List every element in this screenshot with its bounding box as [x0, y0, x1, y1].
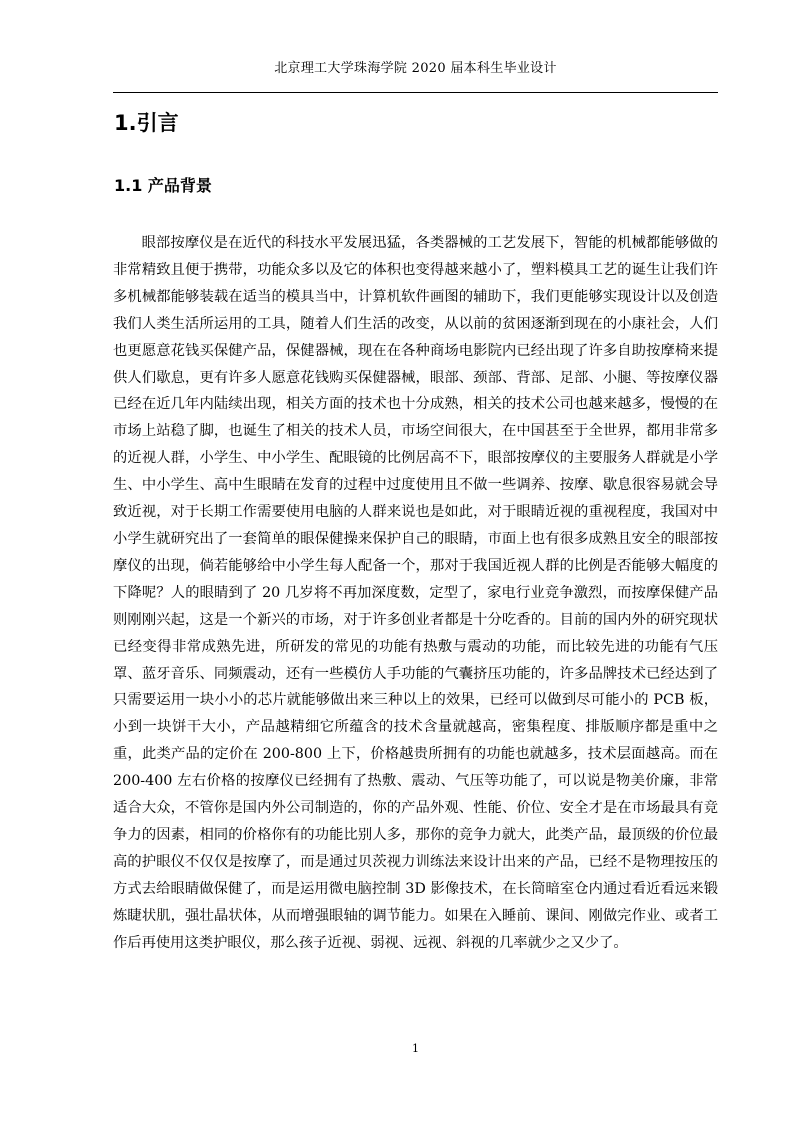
page-number: 1 [412, 1042, 419, 1055]
section-title: 1.1 产品背景 [114, 176, 212, 195]
header-rule [113, 92, 718, 93]
chapter-title: 1.引言 [114, 111, 179, 135]
body-paragraph: 眼部按摩仪是在近代的科技水平发展迅猛，各类器械的工艺发展下，智能的机械都能够做的非常精致且便于携带，功能众多以及它的体积也变得越来越小了，塑料模具工艺的诞生让我们许多机械都能够装载在适当的模具当中，计算机软件画图的辅助下，我们更能够实现设计以及创造我们人类生活所运用的工具，随着人们生活的改变，从以前的贫困逐渐到现在的小康社会，人们也更愿意花钱买保健产品，保健器械，现在在各种商场电影院内已经出现了许多自助按摩椅来提供人们歇息，更有许多人愿意花钱购买保健器械，眼部、颈部、背部、足部、小腿、等按摩仪器已经在近几年内陆续出现，相关方面的技术也十分成熟，相关的技术公司也越来越多，慢慢的在市场上站稳了脚，也诞生了相关的技术人员，市场空间很大，在中国甚至于全世界，都用非常多的近视人群，小学生、中小学生、配眼镜的比例居高不下，眼部按摩仪的主要服务人群就是小学生、中小学生、高中生眼睛在发育的过程中过度使用且不做一些调养、按摩、歇息很容易就会导致近视，对于长期工作需要使用电脑的人群来说也是如此，对于眼睛近视的重视程度，我国对中小学生就研究出了一套简单的眼保健操来保护自己的眼睛，市面上也有很多成熟且安全的眼部按摩仪的出现，倘若能够给中小学生每人配备一个，那对于我国近视人群的比例是否能够大幅度的下降呢？人的眼睛到了 20 几岁将不再加深度数，定型了，家电行业竞争激烈，而按摩保健产品则刚刚兴起，这是一个新兴的市场，对于许多创业者都是十分吃香的。目前的国内外的研究现状已经变得非常成熟先进，所研发的常见的功能有热敷与震动的功能，而比较先进的功能有气压罩、蓝牙音乐、同频震动，还有一些模仿人手功能的气囊挤压功能的，许多品牌技术已经达到了只需要运用一块小小的芯片就能够做出来三种以上的效果，已经可以做到尽可能小的 PCB 板，小到一块饼干大小，产品越精细它所蕴含的技术含量就越高，密集程度、排版顺序都是重中之重，此类产品的定价在 200-800 上下，价格越贵所拥有的功能也就越多，技术层面越高。而在 200-400 左右价格的按摩仪已经拥有了热敷、震动、气压等功能了，可以说是物美价廉，非常适合大众，不管你是国内外公司制造的，你的产品外观、性能、价位、安全才是在市场最具有竞争力的因素，相同的价格你有的功能比别人多，那你的竞争力就大，此类产品，最顶级的价位最高的护眼仪不仅仅是按摩了，而是通过贝茨视力训练法来设计出来的产品，已经不是物理按压的方式去给眼睛做保健了，而是运用微电脑控制 3D 影像技术，在长筒暗室仓内通过看近看远来锻炼睫状肌，强壮晶状体，从而增强眼轴的调节能力。如果在入睡前、课间、刚做完作业、或者工作后再使用这类护眼仪，那么孩子近视、弱视、远视、斜视的几率就少之又少了。 [113, 235, 718, 951]
running-header: 北京理工大学珠海学院 2020 届本科生毕业设计 [274, 61, 557, 76]
